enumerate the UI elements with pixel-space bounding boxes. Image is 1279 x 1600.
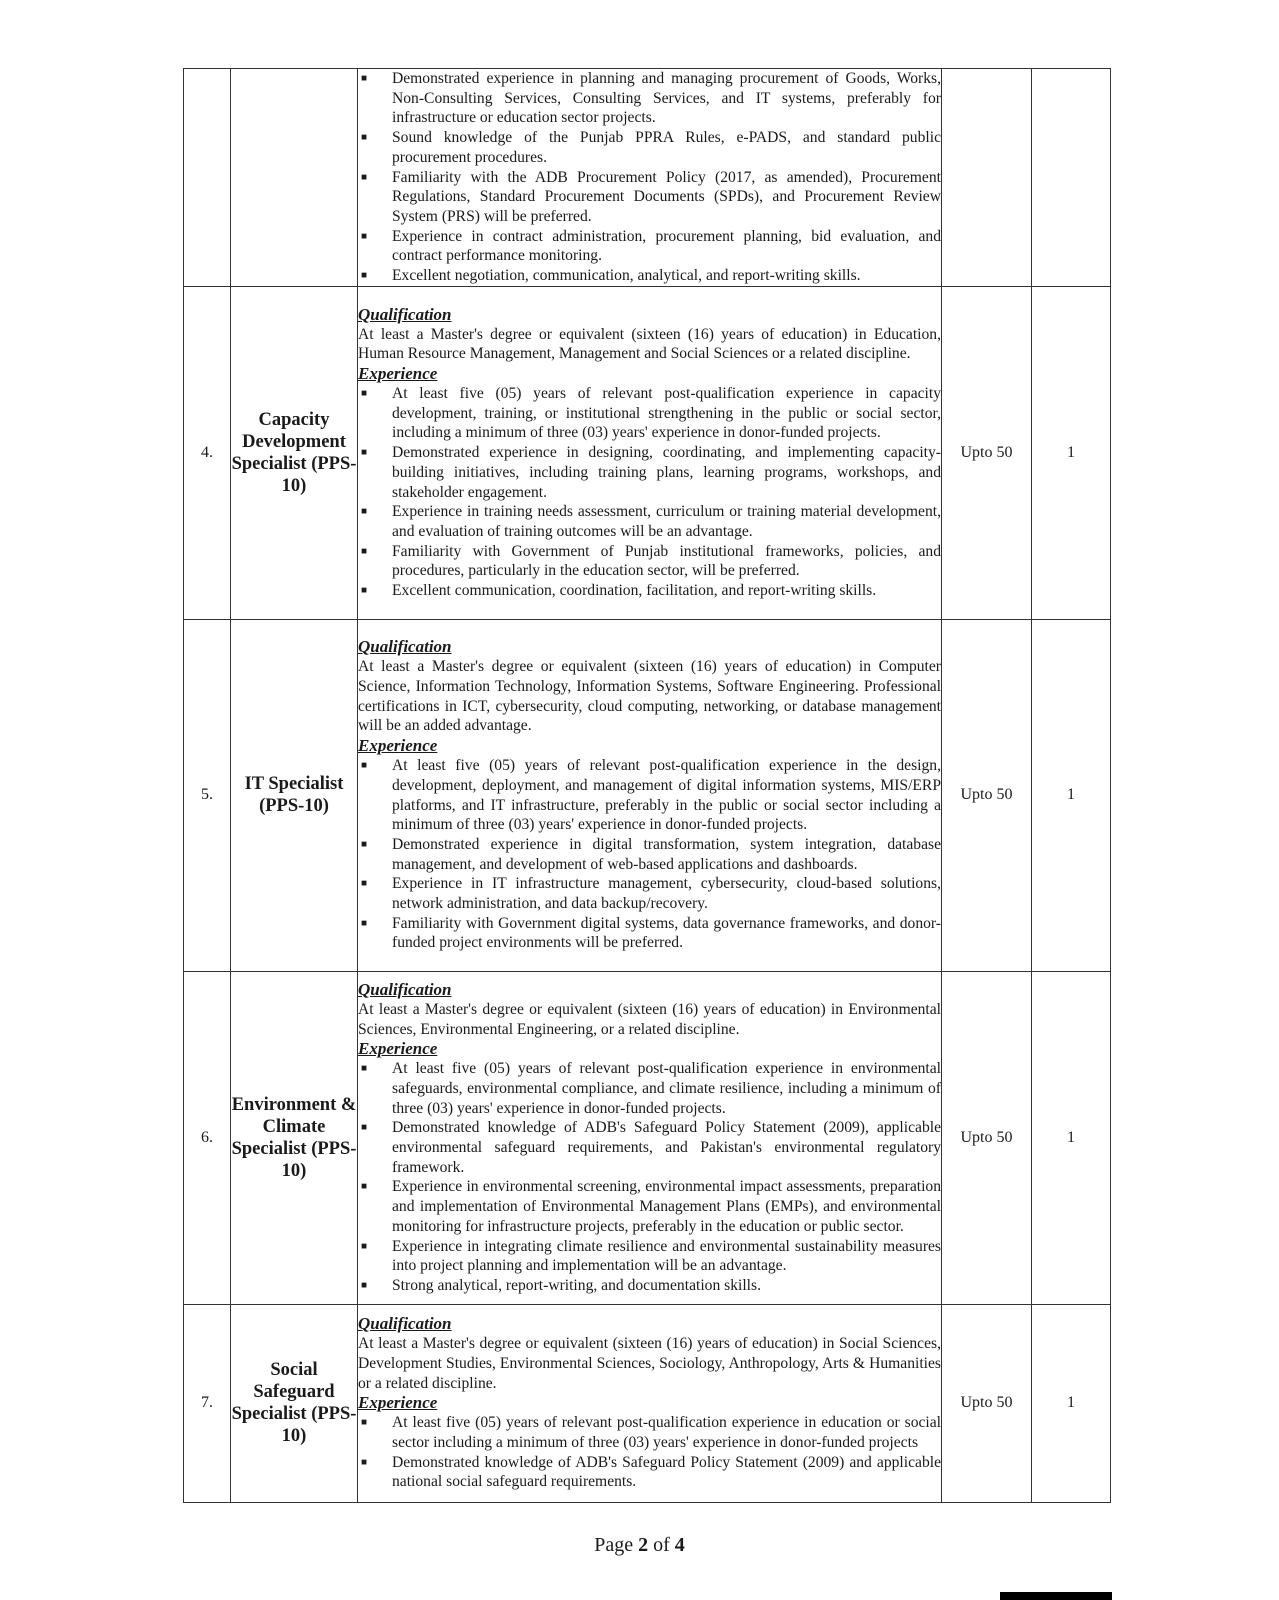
qualification-text: At least a Master's degree or equivalent (sixteen (16) years of education) in Education, Human Resource Management, Management and Social Sciences or a related discipline.	[358, 325, 941, 363]
experience-item	[358, 756, 941, 835]
experience-item	[358, 1276, 941, 1296]
square-bullet-icon: ■	[361, 760, 368, 772]
qualification-experience-cell	[358, 971, 942, 1304]
experience-heading: Experience	[358, 1039, 438, 1059]
serial-number: 4.	[184, 286, 231, 619]
experience-item	[358, 1118, 941, 1177]
post-title: Environment & Climate Specialist (PPS-10)	[231, 971, 358, 1304]
experience-heading: Experience	[358, 1393, 438, 1413]
square-bullet-icon: ■	[361, 1181, 368, 1193]
qualification-experience-cell	[358, 1304, 942, 1502]
post-count: 1	[1032, 1304, 1111, 1502]
page-total: 4	[674, 1534, 685, 1556]
experience-item	[358, 502, 941, 541]
positions-table	[183, 68, 1111, 1503]
experience-item	[358, 1413, 941, 1452]
serial-number: 7.	[184, 1304, 231, 1502]
experience-item-text: Excellent negotiation, communication, analytical, and report-writing skills.	[392, 267, 861, 285]
post-count: 1	[1032, 286, 1111, 619]
experience-item-text: Familiarity with Government of Punjab institutional frameworks, policies, and procedures, particularly in the education sector, will be preferred.	[392, 542, 941, 580]
square-bullet-icon: ■	[361, 545, 368, 557]
position-row	[184, 1304, 1111, 1502]
experience-heading: Experience	[358, 364, 438, 384]
qualification-heading: Qualification	[358, 979, 452, 999]
experience-item-text: Experience in environmental screening, environmental impact assessments, preparation and implementation of Environmental Management Plans (EMPs), and environmental monitoring for infrastructure projects, preferably in the education or public sector.	[392, 1178, 941, 1235]
experience-item-text: Experience in training needs assessment, curriculum or training material development, and evaluation of training outcomes will be an advantage.	[392, 503, 941, 540]
experience-item	[358, 168, 941, 227]
square-bullet-icon: ■	[361, 230, 368, 242]
post-count: 1	[1032, 619, 1111, 971]
square-bullet-icon: ■	[361, 917, 368, 929]
square-bullet-icon: ■	[361, 132, 368, 144]
page-prefix: Page	[594, 1534, 639, 1556]
experience-item	[358, 227, 941, 266]
experience-item-text: Experience in IT infrastructure management, cybersecurity, cloud-based solutions, network administration, and data backup/recovery.	[392, 875, 941, 913]
experience-item	[358, 69, 941, 128]
post-count: 1	[1032, 971, 1111, 1304]
experience-list	[358, 1059, 941, 1295]
post-count	[1032, 69, 1111, 287]
positions-table-body	[184, 69, 1111, 1503]
qualification-experience-cell	[358, 69, 942, 287]
experience-item	[358, 1237, 941, 1276]
square-bullet-icon: ■	[361, 1456, 368, 1468]
page-current: 2	[638, 1534, 649, 1556]
experience-item	[358, 128, 941, 167]
post-title	[231, 69, 358, 287]
experience-item-text: Demonstrated experience in designing, coordinating, and implementing capacity-building initiatives, including training plans, learning programs, workshops, and stakeholder engagement.	[392, 444, 941, 501]
age-limit: Upto 50	[942, 286, 1032, 619]
experience-item	[358, 384, 941, 443]
square-bullet-icon: ■	[361, 838, 368, 850]
experience-item-text: Familiarity with Government digital systems, data governance frameworks, and donor-funded project environments will be preferred.	[392, 914, 941, 952]
experience-list	[358, 756, 941, 953]
square-bullet-icon: ■	[361, 73, 368, 84]
experience-item	[358, 443, 941, 502]
square-bullet-icon: ■	[361, 171, 368, 183]
experience-item-text: At least five (05) years of relevant post-qualification experience in capacity development, training, or institutional strengthening in the public or social sector, including a minimum of three (03) years' experience in donor-funded projects.	[392, 385, 941, 442]
qualification-experience-cell	[358, 286, 942, 619]
experience-item-text: Demonstrated knowledge of ADB's Safeguard Policy Statement (2009) and applicable national social safeguard requirements.	[392, 1453, 941, 1491]
experience-item	[358, 1177, 941, 1236]
age-limit	[942, 69, 1032, 287]
experience-item-text: Demonstrated experience in digital transformation, system integration, database management, and development of web-based applications and dashboards.	[392, 835, 941, 873]
experience-item-text: Experience in integrating climate resilience and environmental sustainability measures into project planning and implementation will be an advantage.	[392, 1237, 941, 1275]
square-bullet-icon: ■	[361, 388, 368, 400]
post-title: IT Specialist (PPS-10)	[231, 619, 358, 971]
position-row	[184, 619, 1111, 971]
experience-heading: Experience	[358, 736, 438, 756]
page-middle: of	[648, 1534, 675, 1556]
square-bullet-icon: ■	[361, 1279, 368, 1291]
experience-item-text: Demonstrated experience in planning and managing procurement of Goods, Works, Non-Consulting Services, Consulting Services, and IT systems, preferably for infrastructure or education sector projects.	[392, 70, 941, 127]
square-bullet-icon: ■	[361, 1240, 368, 1252]
page-number	[0, 1534, 1279, 1557]
square-bullet-icon: ■	[361, 1063, 368, 1075]
square-bullet-icon: ■	[361, 447, 368, 459]
scan-edge-mark	[1000, 1592, 1112, 1600]
experience-list	[358, 69, 941, 286]
position-row	[184, 69, 1111, 287]
qualification-experience-cell	[358, 619, 942, 971]
experience-item	[358, 835, 941, 874]
experience-item-text: Strong analytical, report-writing, and documentation skills.	[392, 1276, 761, 1294]
experience-item-text: Familiarity with the ADB Procurement Policy (2017, as amended), Procurement Regulations, Standard Procurement Documents (SPDs), and Procurement Review System (PRS) will be preferred.	[392, 168, 941, 225]
age-limit: Upto 50	[942, 619, 1032, 971]
experience-item	[358, 542, 941, 581]
post-title: Capacity Development Specialist (PPS-10)	[231, 286, 358, 619]
qualification-text: At least a Master's degree or equivalent (sixteen (16) years of education) in Environmental Sciences, Environmental Engineering, or a related discipline.	[358, 1000, 941, 1038]
serial-number: 5.	[184, 619, 231, 971]
serial-number: 6.	[184, 971, 231, 1304]
age-limit: Upto 50	[942, 1304, 1032, 1502]
experience-list	[358, 384, 941, 601]
square-bullet-icon: ■	[361, 878, 368, 890]
experience-item	[358, 1059, 941, 1118]
experience-item-text: Excellent communication, coordination, facilitation, and report-writing skills.	[392, 582, 877, 600]
square-bullet-icon: ■	[361, 585, 368, 597]
experience-item	[358, 581, 941, 601]
experience-item-text: At least five (05) years of relevant post-qualification experience in environmental safeguards, environmental compliance, and climate resilience, including a minimum of three (03) years' experience in donor-funded projects.	[392, 1060, 941, 1117]
square-bullet-icon: ■	[361, 270, 368, 282]
experience-item	[358, 914, 941, 953]
post-title: Social Safeguard Specialist (PPS-10)	[231, 1304, 358, 1502]
qualification-text: At least a Master's degree or equivalent (sixteen (16) years of education) in Social Sciences, Development Studies, Environmental Sciences, Sociology, Anthropology, Arts & Humanities or a related discipline.	[358, 1335, 941, 1392]
experience-item-text: At least five (05) years of relevant post-qualification experience in the design, development, deployment, and management of digital information systems, MIS/ERP platforms, and IT infrastructure, preferably in the public or social sector including a minimum of three (03) years' experience in donor-funded projects.	[392, 757, 941, 834]
experience-item-text: Experience in contract administration, procurement planning, bid evaluation, and contract performance monitoring.	[392, 227, 941, 265]
position-row	[184, 971, 1111, 1304]
experience-item-text: At least five (05) years of relevant post-qualification experience in education or social sector including a minimum of three (03) years' experience in donor-funded projects	[392, 1414, 941, 1452]
qualification-heading: Qualification	[358, 304, 452, 324]
serial-number	[184, 69, 231, 287]
experience-item	[358, 1453, 941, 1492]
square-bullet-icon: ■	[361, 1122, 368, 1134]
experience-item-text: Sound knowledge of the Punjab PPRA Rules, e-PADS, and standard public procurement procedures.	[392, 129, 941, 166]
experience-item	[358, 266, 941, 286]
position-row	[184, 286, 1111, 619]
square-bullet-icon: ■	[361, 506, 368, 518]
age-limit: Upto 50	[942, 971, 1032, 1304]
qualification-heading: Qualification	[358, 637, 452, 657]
qualification-heading: Qualification	[358, 1314, 452, 1334]
square-bullet-icon: ■	[361, 1417, 368, 1429]
experience-item	[358, 874, 941, 913]
experience-list	[358, 1413, 941, 1492]
qualification-text: At least a Master's degree or equivalent (sixteen (16) years of education) in Computer Science, Information Technology, Information Systems, Software Engineering. Professional certifications in ICT, cybersecurity, cloud computing, networking, or database management will be an added advantage.	[358, 658, 941, 735]
experience-item-text: Demonstrated knowledge of ADB's Safeguard Policy Statement (2009), applicable environmental safeguard requirements, and Pakistan's environmental regulatory framework.	[392, 1119, 941, 1176]
